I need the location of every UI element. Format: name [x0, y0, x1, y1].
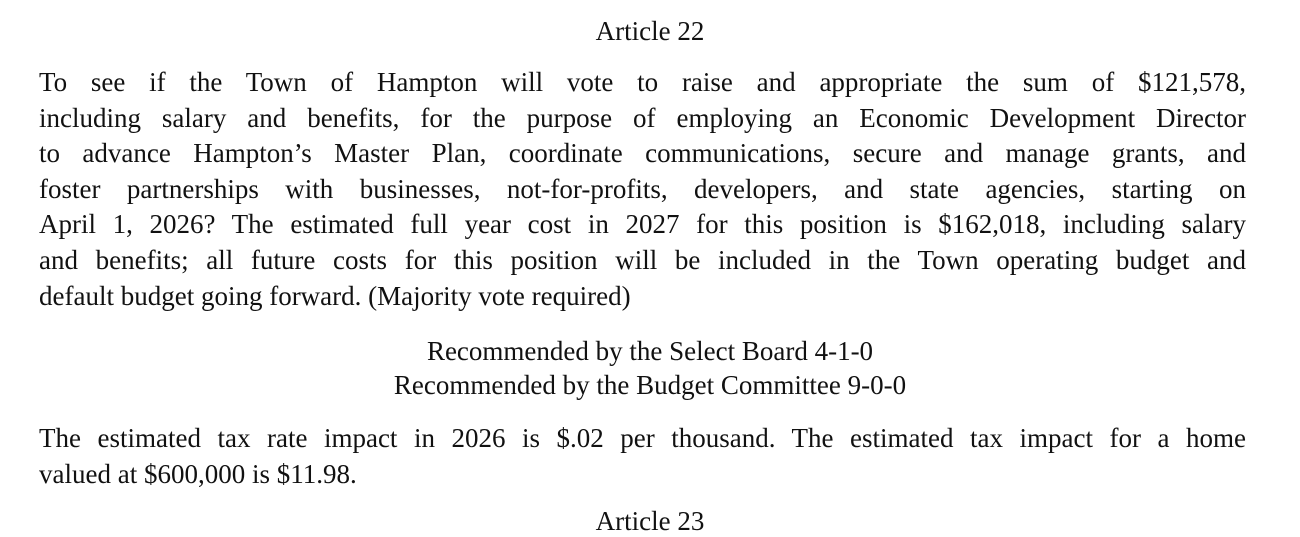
body-line: default budget going forward. (Majority vote required) — [39, 280, 631, 311]
body-line: foster partnerships with businesses, not-for-profits, developers, and state agencies, starting on — [39, 173, 1246, 204]
tax-impact-statement — [39, 421, 1246, 492]
body-line: To see if the Town of Hampton will vote to raise and appropriate the sum of $121,578, — [39, 67, 1246, 97]
article-body — [39, 65, 1246, 314]
tax-line: The estimated tax rate impact in 2026 is $.02 per thousand. The estimated tax impact for a home — [39, 423, 1246, 453]
body-line: to advance Hampton’s Master Plan, coordinate communications, secure and manage grants, and — [39, 138, 1246, 169]
next-article-heading: Article 23 — [595, 506, 705, 536]
select-board-recommendation: Recommended by the Select Board 4-1-0 — [426, 336, 874, 366]
body-line: including salary and benefits, for the purpose of employing an Economic Development Director — [39, 102, 1246, 133]
article-heading: Article 22 — [595, 16, 705, 46]
body-line: and benefits; all future costs for this position will be included in the Town operating budget and — [39, 244, 1246, 275]
budget-committee-recommendation: Recommended by the Budget Committee 9-0-0 — [393, 370, 907, 400]
tax-line: valued at $600,000 is $11.98. — [39, 458, 357, 489]
body-line: April 1, 2026? The estimated full year cost in 2027 for this position is $162,018, including salary — [39, 209, 1246, 240]
recommendations — [0, 334, 1300, 402]
